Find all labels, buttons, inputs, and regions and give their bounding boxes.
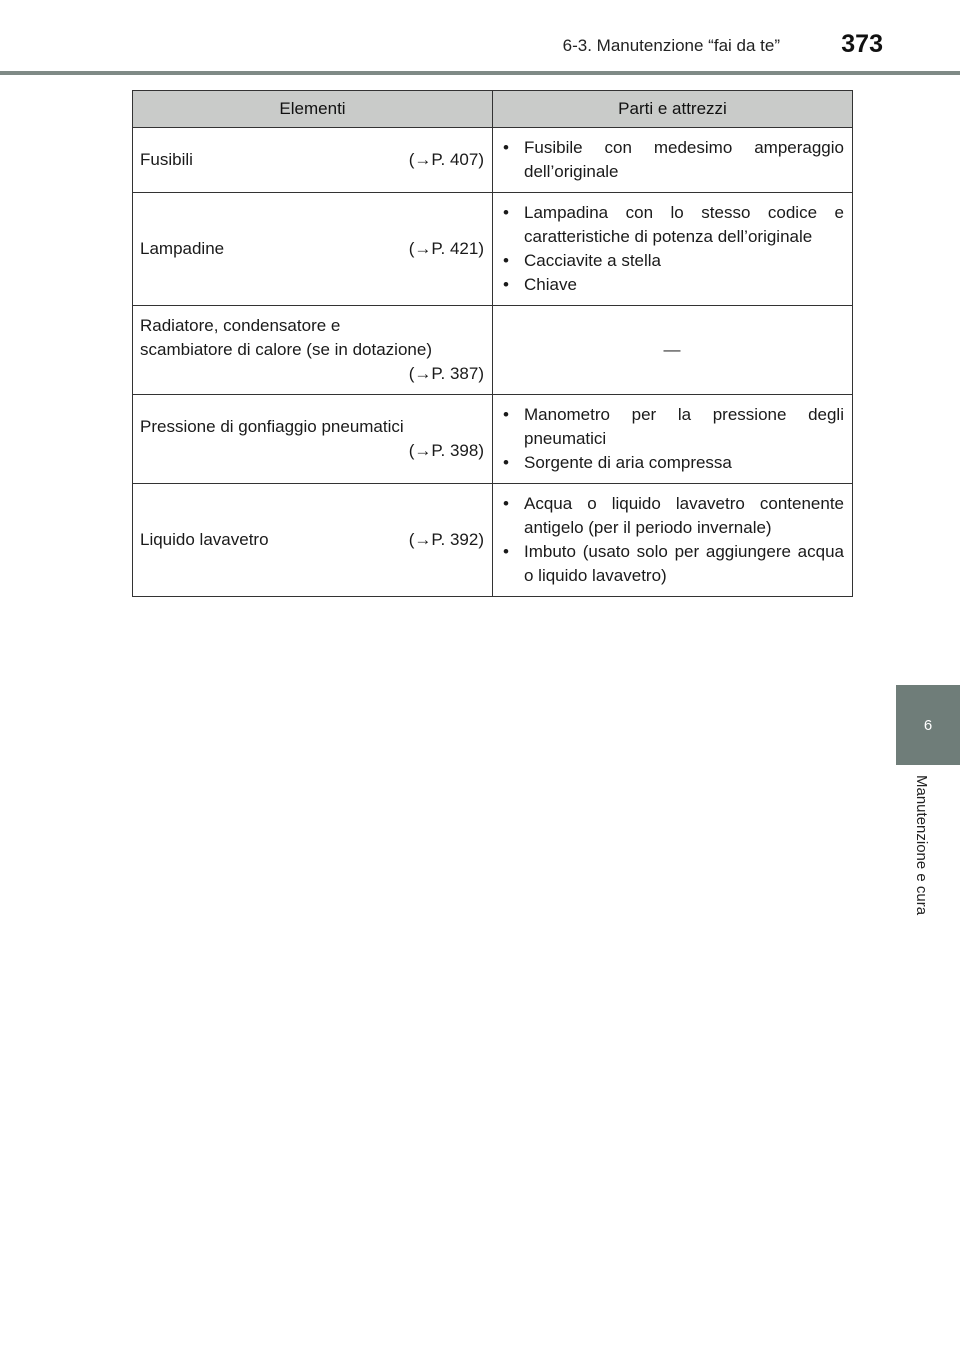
table-row xyxy=(133,395,853,484)
table-row xyxy=(133,128,853,193)
page-reference: (→P. 392) xyxy=(408,530,484,549)
parts-cell xyxy=(493,193,853,306)
element-name: Liquido lavavetro xyxy=(140,530,269,549)
page-reference: (→P. 421) xyxy=(408,239,484,258)
column-header-elements: Elementi xyxy=(133,91,493,128)
column-header-parts: Parti e attrezzi xyxy=(493,91,853,128)
element-cell xyxy=(133,395,493,484)
section-title: 6-3. Manutenzione “fai da te” xyxy=(562,36,780,55)
element-cell xyxy=(133,306,493,395)
list-item: • Manometro per la pressione degli pneumatici xyxy=(500,403,844,451)
page-reference: (→P. 398) xyxy=(408,441,484,460)
list-item: • Lampadina con lo stesso codice e caratteristiche di potenza dell’originale xyxy=(500,201,844,249)
element-name: Fusibili xyxy=(140,150,193,169)
list-item: • Cacciavite a stella xyxy=(500,249,844,273)
element-cell xyxy=(133,484,493,597)
table-header-row xyxy=(133,91,853,128)
parts-cell xyxy=(493,128,853,193)
element-cell xyxy=(133,193,493,306)
element-name: Lampadine xyxy=(140,239,225,258)
page-reference: (→P. 407) xyxy=(408,150,484,169)
chapter-tab xyxy=(896,685,960,765)
element-name: Pressione di gonfiaggio pneumatici xyxy=(140,417,404,436)
page-number: 373 xyxy=(841,30,883,58)
chapter-number: 6 xyxy=(923,716,933,734)
table-row xyxy=(133,193,853,306)
table-row xyxy=(133,306,853,395)
element-name-line: Radiatore, condensatore e xyxy=(140,316,341,335)
header-rule xyxy=(0,71,960,75)
list-item: • Acqua o liquido lavavetro contenente antigelo (per il periodo invernale) xyxy=(500,492,844,540)
table-row xyxy=(133,484,853,597)
element-name-line: scambiatore di calore (se in dotazione) xyxy=(140,340,432,359)
page-reference: (→P. 387) xyxy=(408,364,484,383)
list-item: • Chiave xyxy=(500,273,844,297)
element-cell xyxy=(133,128,493,193)
list-item: • Fusibile con medesimo amperaggio dell’originale xyxy=(500,136,844,184)
maintenance-table xyxy=(132,90,853,597)
parts-cell xyxy=(493,395,853,484)
list-item: • Sorgente di aria compressa xyxy=(500,451,844,475)
list-item: • Imbuto (usato solo per aggiungere acqua o liquido lavavetro) xyxy=(500,540,844,588)
parts-cell-empty: — xyxy=(493,306,853,395)
parts-cell xyxy=(493,484,853,597)
chapter-title: Manutenzione e cura xyxy=(913,775,930,916)
